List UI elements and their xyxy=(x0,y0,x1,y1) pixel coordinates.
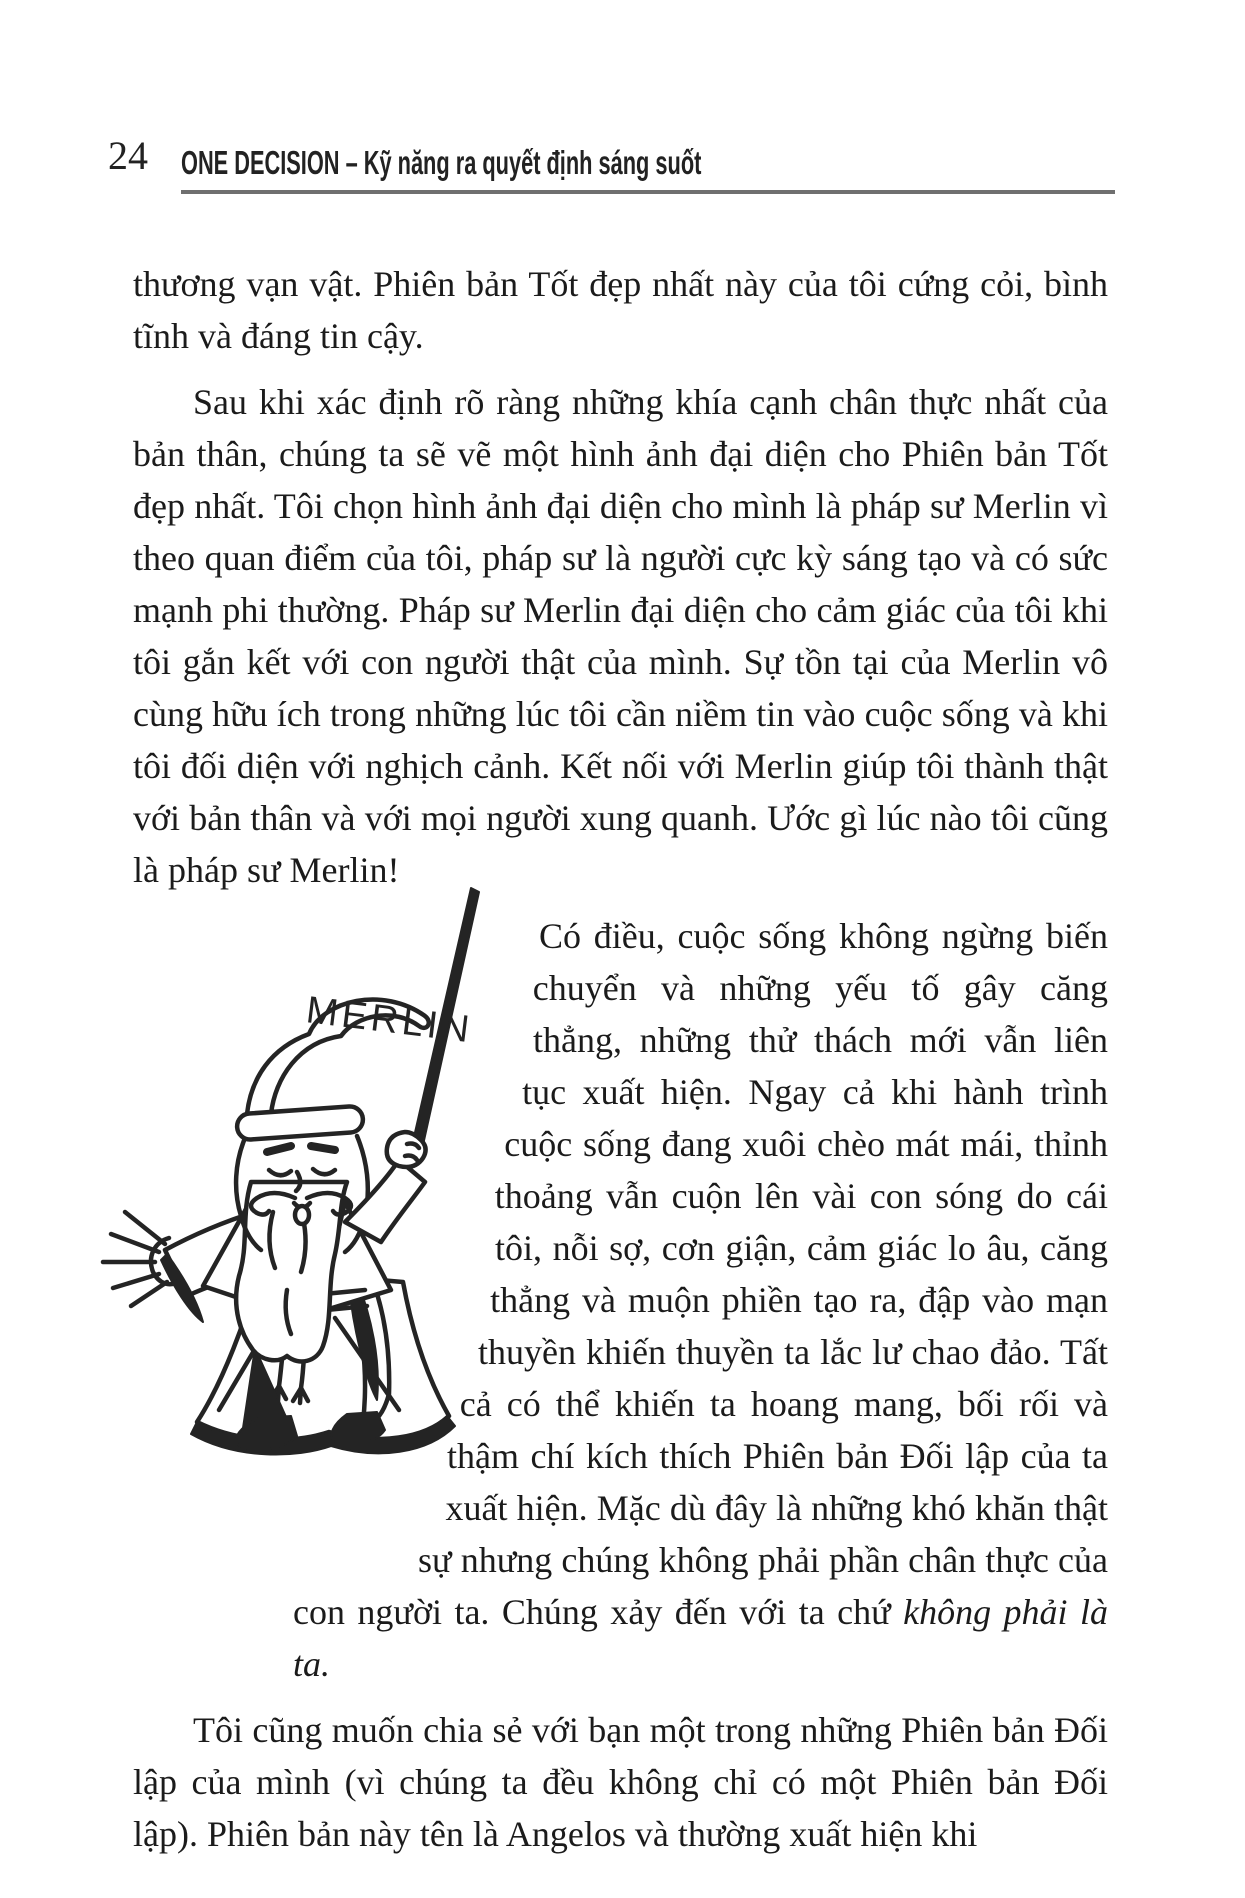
page-body xyxy=(133,258,1108,1874)
paragraph-4: Tôi cũng muốn chia sẻ với bạn một trong những Phiên bản Đối lập của mình (vì chúng ta đều không chỉ có một Phiên bản Đối lập). Phiên bản này tên là Angelos và thường xuất hiện khi xyxy=(133,1710,1108,1854)
running-header-title: ONE DECISION – Kỹ năng ra quyết định sáng suốt xyxy=(181,144,702,181)
paragraph-2: Sau khi xác định rõ ràng những khía cạnh chân thực nhất của bản thân, chúng ta sẽ vẽ một hình ảnh đại diện cho Phiên bản Tốt đẹp nhất. Tôi chọn hình ảnh đại diện cho mình là pháp sư Merlin vì theo quan điểm của tôi, pháp sư là người cực kỳ sáng tạo và có sức mạnh phi thường. Pháp sư Merlin đại diện cho cảm giác của tôi khi tôi gắn kết với con người thật của mình. Sự tồn tại của Merlin vô cùng hữu ích trong những lúc tôi cần niềm tin vào cuộc sống và khi tôi đối diện với nghịch cảnh. Kết nối với Merlin giúp tôi thành thật với bản thân và với mọi người xung quanh. Ước gì lúc nào tôi cũng là pháp sư Merlin! xyxy=(133,382,1108,890)
merlin-illustration xyxy=(133,910,553,1640)
wizard-wand-arm xyxy=(345,888,479,1242)
paragraph-3-italic: không phải là ta. xyxy=(293,1592,1108,1684)
header-rule xyxy=(181,190,1115,194)
paragraph-1: thương vạn vật. Phiên bản Tốt đẹp nhất này của tôi cứng cỏi, bình tĩnh và đáng tin cậy. xyxy=(133,264,1108,356)
page-number: 24 xyxy=(108,133,148,178)
merlin-label: MERLIN xyxy=(303,989,476,1052)
paragraph-3-lead: Có điều, cuộc sống không ngừng biến chuyển và những yếu tố gây căng thẳng, những thử thách mới vẫn liên tục xuất hiện. Ngay cả khi hành trình cuộc sống đang xuôi chèo mát mái, thỉnh thoảng vẫn cuộn lên vài con sóng do cái tôi, nỗi sợ, cơn giận, cảm giác lo âu, căng thẳng và muộn phiền tạo ra, đập vào mạn thuyền khiến thuyền ta lắc lư chao đảo. Tất cả có thể khiến ta hoang mang, bối rối và thậm chí kích thích Phiên bản Đối lập của ta xuất hiện. Mặc dù đây là những khó khăn thật sự nhưng chúng không phải phần chân thực của con người ta. Chúng xảy đến với ta chứ xyxy=(293,916,1108,1632)
merlin-wizard-drawing xyxy=(95,882,480,1462)
